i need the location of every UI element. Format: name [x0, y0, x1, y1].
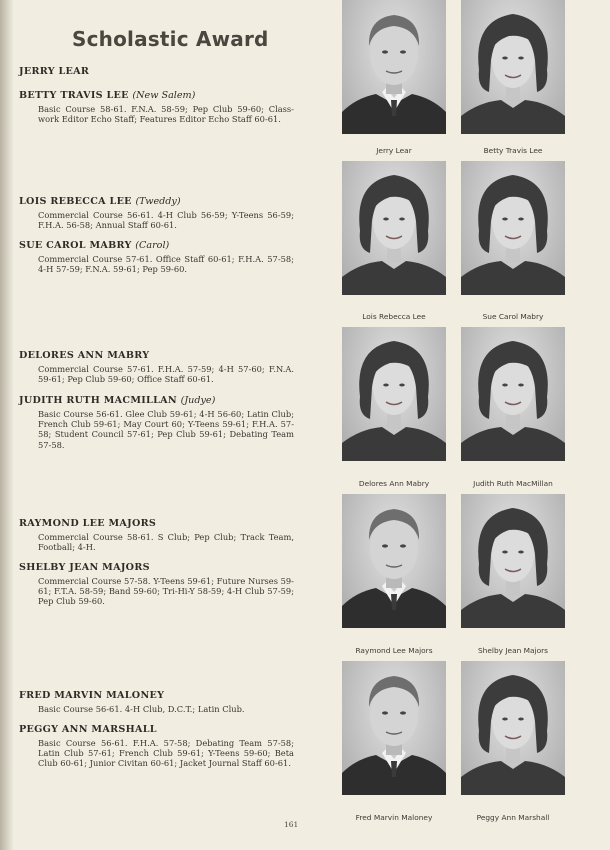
portrait-caption: Peggy Ann Marshall — [476, 813, 550, 822]
student-activities: Basic Course 56-61. Glee Club 59-61; 4-H 56-60; Latin Club; French Club 59-61; May Court 60; Y-Teens 59-61; F.H.A. 57-58; Student Council 57-61; Pep Club 59-61; Debating Team 57-58. — [38, 409, 294, 450]
student-name: JERRY LEAR — [19, 66, 90, 77]
student-name: JUDITH RUTH MACMILLAN (Judye) — [19, 395, 216, 406]
student-name: PEGGY ANN MARSHALL — [19, 724, 157, 735]
student-portrait — [461, 494, 565, 628]
student-portrait — [461, 161, 565, 295]
student-nickname: (New Salem) — [132, 90, 196, 101]
page-title: Scholastic Award — [72, 27, 269, 51]
student-activities: Basic Course 56-61. F.H.A. 57-58; Debating Team 57-58; Latin Club 57-61; French Club 59-61; Y-Teens 59-60; Beta Club 60-61; Junior Civitan 60-61; Jacket Journal Staff 60-61. — [38, 738, 294, 769]
student-portrait — [342, 0, 446, 134]
student-portrait — [342, 161, 446, 295]
student-entry — [19, 240, 294, 274]
student-portrait — [461, 0, 565, 134]
student-name: DELORES ANN MABRY — [19, 350, 150, 361]
student-name: RAYMOND LEE MAJORS — [19, 518, 157, 529]
student-activities: Commercial Course 57-61. Office Staff 60-61; F.H.A. 57-58; 4-H 57-59; F.N.A. 59-61; Pep 59-60. — [38, 254, 294, 275]
student-activities: Basic Course 56-61. 4-H Club, D.C.T.; Latin Club. — [38, 704, 245, 714]
student-portrait — [342, 661, 446, 795]
portrait-caption: Delores Ann Mabry — [358, 479, 430, 488]
student-activities: Basic Course 58-61. F.N.A. 58-59; Pep Club 59-60; Class-work Editor Echo Staff; Features Editor Echo Staff 60-61. — [38, 104, 294, 125]
student-portrait — [342, 494, 446, 628]
portrait-caption: Judith Ruth MacMillan — [473, 479, 553, 488]
student-activities: Commercial Course 56-61. 4-H Club 56-59; Y-Teens 56-59; F.H.A. 56-58; Annual Staff 60-61. — [38, 210, 294, 231]
student-entry — [19, 724, 294, 769]
student-name: SHELBY JEAN MAJORS — [19, 562, 150, 573]
student-entry — [19, 196, 294, 230]
portrait-caption: Jerry Lear — [376, 146, 412, 155]
student-entry — [19, 562, 294, 607]
student-entry — [19, 518, 294, 552]
student-entry — [19, 90, 294, 124]
page-binding-shadow — [0, 0, 14, 850]
student-nickname: (Tweddy) — [135, 196, 181, 207]
portrait-caption: Raymond Lee Majors — [355, 646, 433, 655]
portrait-caption: Shelby Jean Majors — [477, 646, 549, 655]
student-name: LOIS REBECCA LEE (Tweddy) — [19, 196, 181, 207]
student-portrait — [342, 327, 446, 461]
student-portrait — [461, 327, 565, 461]
student-name: FRED MARVIN MALONEY — [19, 690, 165, 701]
student-activities: Commercial Course 58-61. S Club; Pep Club; Track Team, Football; 4-H. — [38, 532, 294, 553]
student-entry — [19, 66, 294, 78]
page-number: 161 — [284, 820, 299, 829]
portrait-caption: Lois Rebecca Lee — [362, 312, 426, 321]
portrait-caption: Betty Travis Lee — [483, 146, 543, 155]
student-activities: Commercial Course 57-61. F.H.A. 57-59; 4-H 57-60; F.N.A. 59-61; Pep Club 59-60; Office Staff 60-61. — [38, 364, 294, 385]
portrait-caption: Sue Carol Mabry — [482, 312, 544, 321]
student-name: SUE CAROL MABRY (Carol) — [19, 240, 170, 251]
student-entry — [19, 690, 294, 714]
student-nickname: (Judye) — [180, 395, 216, 406]
student-activities: Commercial Course 57-58. Y-Teens 59-61; Future Nurses 59-61; F.T.A. 58-59; Band 59-60; Tri-Hi-Y 58-59; 4-H Club 57-59; Pep Club 59-60. — [38, 576, 294, 607]
student-portrait — [461, 661, 565, 795]
student-entry — [19, 350, 294, 384]
student-name: BETTY TRAVIS LEE (New Salem) — [19, 90, 196, 101]
student-nickname: (Carol) — [135, 240, 170, 251]
portrait-caption: Fred Marvin Maloney — [355, 813, 433, 822]
student-entry — [19, 395, 294, 450]
